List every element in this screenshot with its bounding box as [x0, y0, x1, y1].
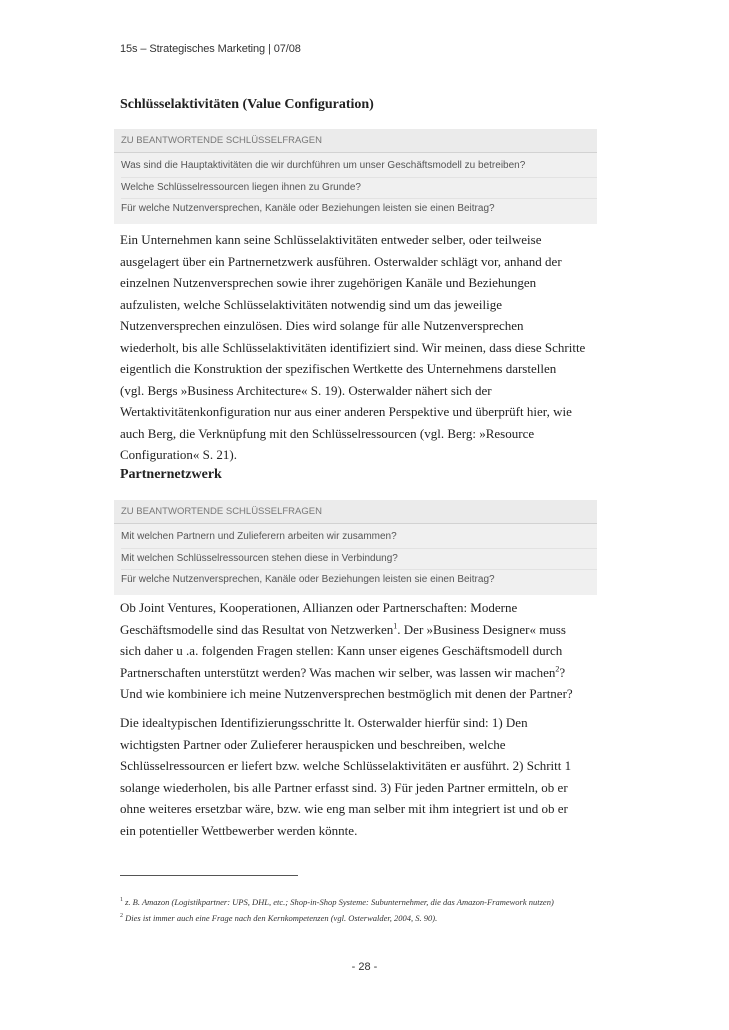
text-line: Schlüsselressourcen er liefert bzw. welche Schlüsselaktivitäten er ausführt. 2) Schritt 1: [120, 758, 572, 773]
section-title-partnernetzwerk: Partnernetzwerk: [120, 467, 222, 482]
text-line: ohne weiteres ersetzbar wäre, bzw. wie eng man selber mit ihm integriert ist und ob er: [120, 801, 568, 816]
text-line: auch Berg, die Verknüpfung mit den Schlüsselressourcen (vgl. Berg: »Resource: [120, 425, 535, 441]
footnote-ref: 2: [555, 664, 560, 674]
key-questions-heading: ZU BEANTWORTENDE SCHLÜSSELFRAGEN: [114, 500, 597, 524]
key-questions-box: [114, 129, 597, 224]
text-line: Die idealtypischen Identifizierungsschritte lt. Osterwalder hierfür sind: 1) Den: [120, 715, 528, 730]
text-line: wichtigsten Partner oder Zulieferer herauspicken und beschreiben, welche: [120, 736, 506, 752]
text-line: Und wie kombiniere ich meine Nutzenversprechen bestmöglich mit denen der Partner?: [120, 686, 573, 701]
key-question: Für welche Nutzenversprechen, Kanäle oder Beziehungen leisten sie einen Beitrag?: [121, 203, 495, 214]
text-line: Nutzenversprechen einzulösen. Dies wird solange für alle Nutzenversprechen: [120, 318, 524, 333]
text-line: aufzulisten, welche Schlüsselaktivitäten notwendig sind um das jeweilige: [120, 296, 502, 312]
text-line: Wertaktivitätenkonfiguration nur aus einer anderen Perspektive und überprüft hier, wie: [120, 404, 572, 419]
text-line: ein potentieller Wettbewerber werden könnte.: [120, 822, 358, 838]
page-number: - 28 -: [351, 961, 378, 973]
key-question: Mit welchen Partnern und Zulieferern arbeiten wir zusammen?: [121, 527, 597, 549]
body-paragraph: [120, 597, 602, 705]
key-questions-box: [114, 500, 597, 595]
footnote: $^1$ z. B. Amazon (Logistikpartner: UPS, DHL, etc.; Shop-in-Shop Systeme: Subunternehmer, die das Amazon-Framework nutzen): [120, 897, 554, 907]
key-questions-heading: ZU BEANTWORTENDE SCHLÜSSELFRAGEN: [114, 129, 597, 153]
footnote-divider: [120, 875, 298, 876]
text-line: Partnerschaften unterstützt werden? Was machen wir selber, was lassen wir machen$^2$?: [120, 664, 566, 680]
body-paragraph: [120, 229, 602, 466]
text-line: wiederholt, bis alle Schlüsselaktivitäten identifiziert sind. Wir meinen, dass diese Schritte: [120, 339, 586, 355]
text-line: Ein Unternehmen kann seine Schlüsselaktivitäten entweder selber, oder teilweise: [120, 232, 542, 247]
footnote: $^2$ Dies ist immer auch eine Frage nach den Kernkompetenzen (vgl. Osterwalder, 2004, S. 90).: [120, 913, 438, 923]
footnote-ref: 1: [393, 621, 398, 631]
text-line: einzelnen Nutzenversprechen sowie ihrer zugehörigen Kanäle und Beziehungen: [120, 275, 537, 290]
running-header: 15s – Strategisches Marketing | 07/08: [120, 43, 301, 55]
text-line: (vgl. Bergs »Business Architecture« S. 19). Osterwalder nähert sich der: [120, 382, 492, 398]
text-line: ausgelagert über ein Partnernetzwerk ausführen. Osterwalder schlägt vor, anhand der: [120, 253, 562, 269]
text-line: Geschäftsmodelle sind das Resultat von Netzwerken$^1$. Der »Business Designer« muss: [120, 621, 566, 637]
key-question: Was sind die Hauptaktivitäten die wir durchführen um unser Geschäftsmodell zu betreiben?: [121, 156, 597, 178]
key-question: Welche Schlüsselressourcen liegen ihnen zu Grunde?: [121, 178, 597, 200]
text-line: Ob Joint Ventures, Kooperationen, Allianzen oder Partnerschaften: Moderne: [120, 600, 518, 615]
text-line: solange wiederholen, bis alle Partner erfasst sind. 3) Für jeden Partner ermitteln, ob er: [120, 779, 568, 795]
key-question: Für welche Nutzenversprechen, Kanäle oder Beziehungen leisten sie einen Beitrag?: [121, 574, 495, 585]
section-title-schluesselaktivitaeten: Schlüsselaktivitäten (Value Configuration): [120, 97, 374, 112]
text-line: sich daher u .a. folgenden Fragen stellen: Kann unser eigenes Geschäftsmodell durch: [120, 643, 563, 658]
body-paragraph: [120, 712, 602, 841]
text-line: eigentlich die Konstruktion der spezifischen Wertkette des Unternehmens darstellen: [120, 361, 557, 376]
key-question: Mit welchen Schlüsselressourcen stehen diese in Verbindung?: [121, 549, 597, 571]
text-line: Configuration« S. 21).: [120, 447, 237, 462]
